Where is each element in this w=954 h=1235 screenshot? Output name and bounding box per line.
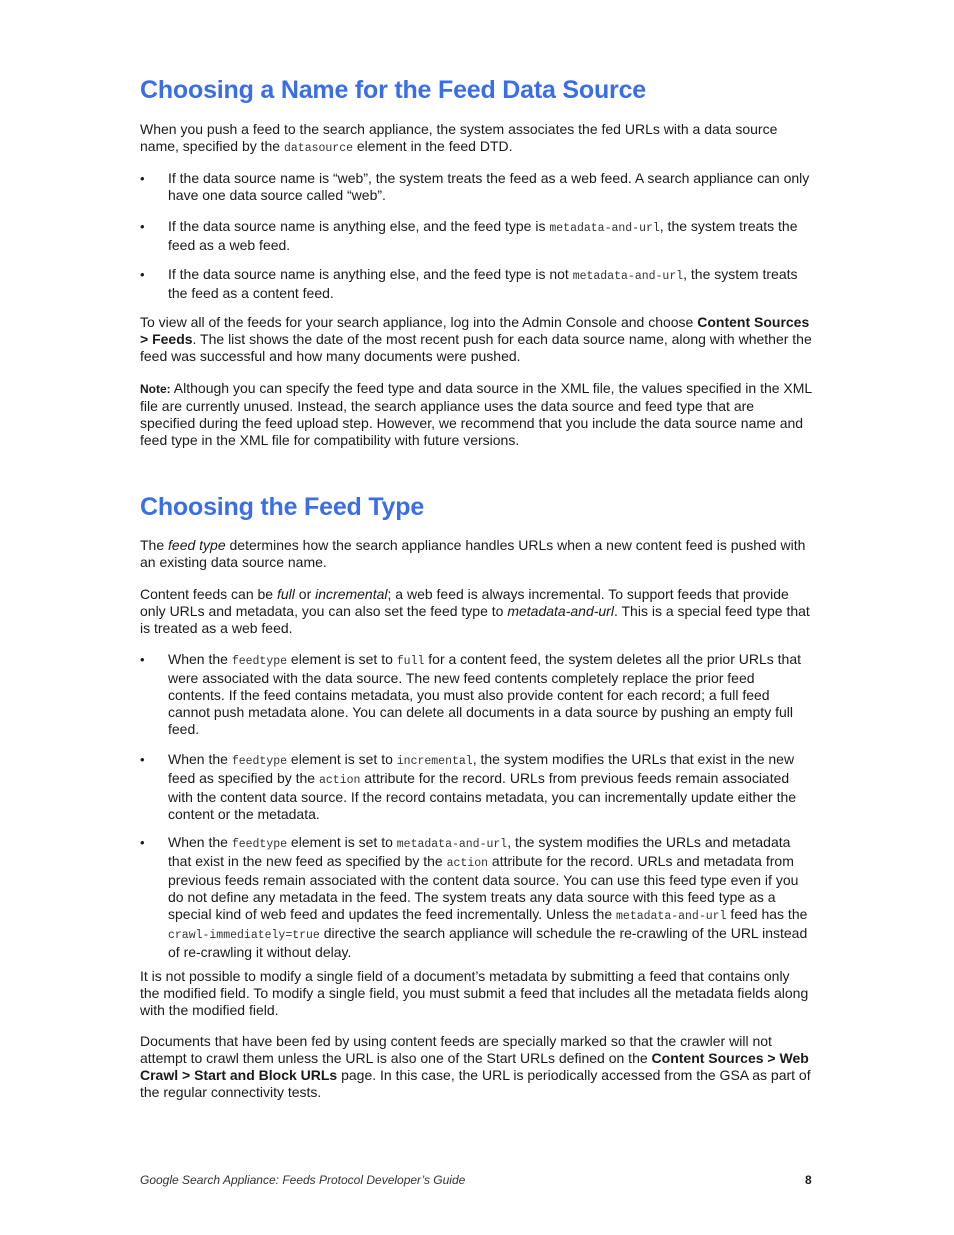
list-item: • When the feedtype element is set to metadata-and-url, the system modifies the URLs and metadata that exist in the new feed as specified by the action attribute for the record. URLs and metadata from previous feeds remain associated with the content data source. You can use this feed type even if you do not define any metadata in the feed. The system treats any data source with this feed type as a special kind of web feed and updates the feed incrementally. Unless the metadata-and-url feed has the crawl-immediately=true directive the search appliance will schedule the re-crawling of the URL instead of re-crawling it without delay. [140,834,808,960]
list-item: • If the data source name is anything else, and the feed type is metadata-and-url, the system treats the feed as a web feed. [140,218,798,253]
footer-title: Google Search Appliance: Feeds Protocol Developer’s Guide [140,1173,466,1187]
code-datasource: datasource [283,142,353,155]
paragraph-view-feeds: To view all of the feeds for your search appliance, log into the Admin Console and choose Content Sources > Feeds. The list shows the date of the most recent push for each data source name, along with whether the feed was successful and how many documents were pushed. [140,314,812,364]
list-item: • When the feedtype element is set to incremental, the system modifies the URLs that exist in the new feed as specified by the action attribute for the record. URLs from previous feeds remain associated with the content data source. If the record contains metadata, you can incrementally update either the content or the metadata. [140,751,797,822]
paragraph-datasource-intro: When you push a feed to the search appliance, the system associates the fed URLs with a data source name, specified by the datasource element in the feed DTD. [140,121,778,155]
bullet-icon: • [140,652,145,667]
list-item: • If the data source name is anything else, and the feed type is not metadata-and-url, the system treats the feed as a content feed. [140,266,798,301]
bullet-icon: • [140,219,145,234]
page-number: 8 [805,1173,812,1187]
section-heading-feed-data-source: Choosing a Name for the Feed Data Source [140,76,646,104]
paragraph-content-feeds-marked: Documents that have been fed by using content feeds are specially marked so that the crawler will not attempt to crawl them unless the URL is also one of the Start URLs defined on the Content Sources > Web Crawl > Start and Block URLs page. In this case, the URL is periodically accessed from the GSA as part of the regular connectivity tests. [140,1033,811,1100]
bullet-icon: • [140,835,145,850]
note-label: Note: [140,382,171,396]
list-item: • If the data source name is “web”, the system treats the feed as a web feed. A search appliance can only have one data source called “web”. [140,170,810,203]
paragraph-feed-kinds: Content feeds can be full or incremental; a web feed is always incremental. To support feeds that provide only URLs and metadata, you can also set the feed type to metadata-and-url. This is a special feed type that is treated as a web feed. [140,586,810,636]
section-heading-feed-type: Choosing the Feed Type [140,493,425,521]
menu-path: Content Sources > Web Crawl > Start and Block URLs [140,1050,809,1083]
bullet-icon: • [140,267,145,282]
menu-path: Content Sources > Feeds [140,314,810,347]
paragraph-single-field: It is not possible to modify a single field of a document’s metadata by submitting a feed that contains only the modified field. To modify a single field, you must submit a feed that includes all the metadata fields along with the modified field. [140,968,809,1018]
list-item: • When the feedtype element is set to full for a content feed, the system deletes all the prior URLs that were associated with the data source. The new feed contents completely replace the prior feed contents. If the feed contains metadata, you must also provide content for each record; a full feed cannot push metadata alone. You can delete all documents in a data source by pushing an empty full feed. [140,651,802,737]
bullet-icon: • [140,752,145,767]
paragraph-feed-type-intro: The feed type determines how the search appliance handles URLs when a new content feed is pushed with an existing data source name. [140,537,806,570]
note-paragraph: Note: Although you can specify the feed type and data source in the XML file, the values specified in the XML file are currently unused. Instead, the search appliance uses the data source and feed type that are specified during the feed upload step. However, we recommend that you include the data source name and feed type in the XML file for compatibility with future versions. [140,380,812,448]
bullet-icon: • [140,171,145,186]
